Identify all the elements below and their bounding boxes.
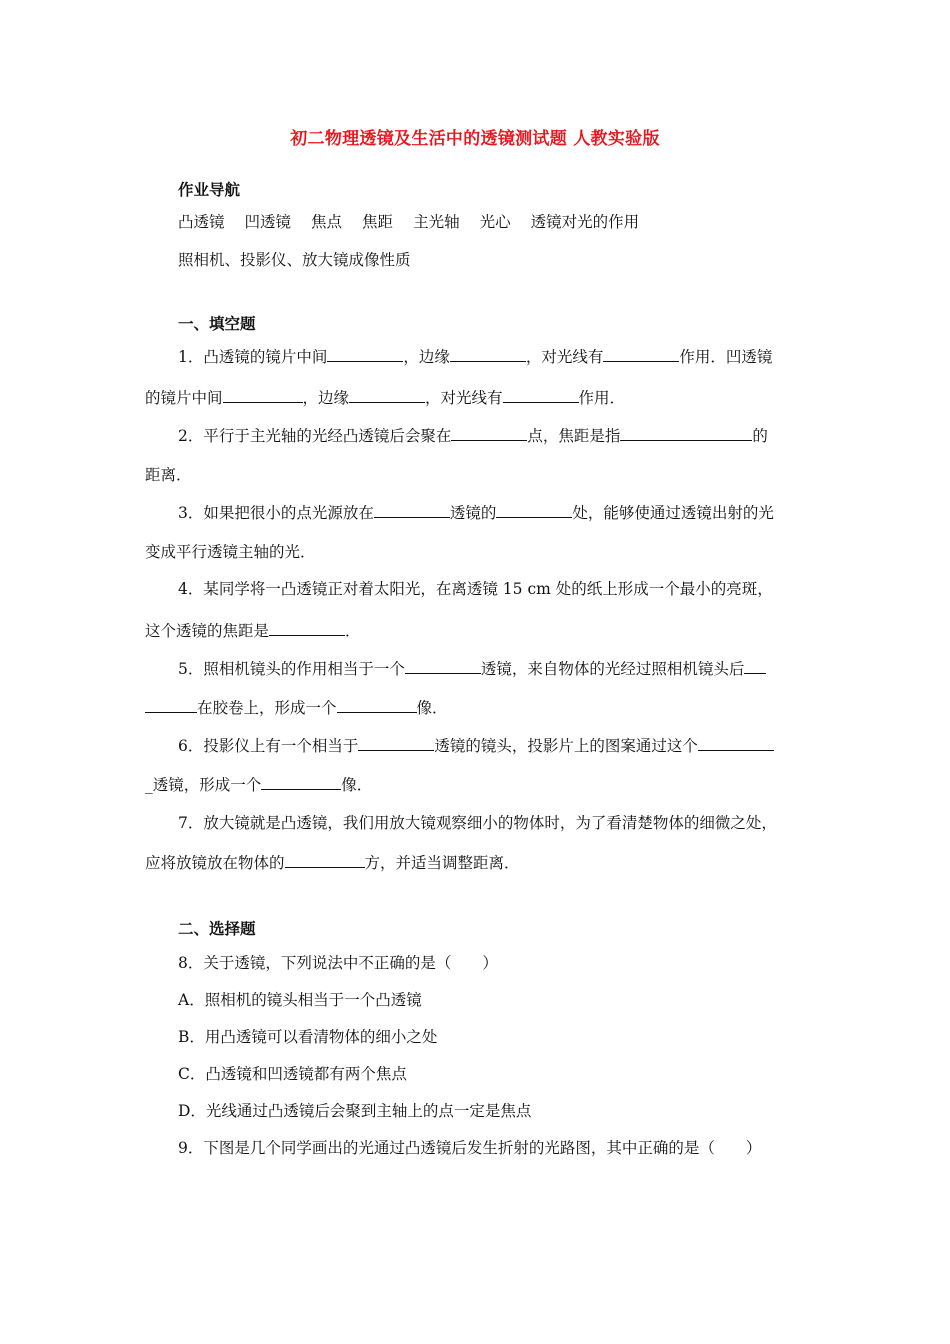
answer-blank (450, 345, 526, 362)
q5-text: 在胶卷上，形成一个 (197, 699, 337, 717)
q2-text: 2．平行于主光轴的光经凸透镜后会聚在 (178, 427, 452, 445)
q1-text: 作用．凹透镜 (679, 348, 773, 366)
q1-line2 (145, 386, 625, 409)
answer-blank (261, 773, 341, 790)
q2-text: 的 (752, 427, 768, 445)
q6-line2 (145, 773, 372, 796)
nav-term: 凹透镜 (244, 213, 292, 231)
answer-blank (349, 386, 425, 403)
q8-option-b: B．用凸透镜可以看清物体的细小之处 (178, 1028, 438, 1046)
answer-blank (503, 386, 579, 403)
answer-blank (698, 734, 774, 751)
q4-line1: 4．某同学将一凸透镜正对着太阳光，在离透镜 15 cm 处的纸上形成一个最小的亮斑， (178, 580, 773, 598)
q1-text: ，边缘 (302, 389, 350, 407)
q3-line1 (178, 501, 774, 524)
nav-term: 主光轴 (413, 213, 460, 231)
answer-blank (145, 696, 197, 713)
q3-line2: 变成平行透镜主轴的光． (145, 543, 316, 561)
q1-text: 1．凸透镜的镜片中间 (178, 348, 328, 366)
nav-term: 凸透镜 (178, 213, 225, 231)
answer-blank (327, 345, 403, 362)
q4-text: ． (345, 622, 361, 640)
q7-line1: 7．放大镜就是凸透镜，我们用放大镜观察细小的物体时，为了看清楚物体的细微之处， (178, 814, 777, 832)
q7-text: 方，并适当调整距离． (364, 854, 520, 872)
answer-blank (223, 386, 303, 403)
nav-line2: 照相机、投影仪、放大镜成像性质 (178, 251, 411, 269)
q1-text: ，对光线有 (425, 389, 503, 407)
answer-blank (337, 696, 417, 713)
nav-terms (178, 211, 659, 233)
q3-text: 透镜的 (449, 504, 497, 522)
q5-text: 透镜，来自物体的光经过照相机镜头后 (480, 660, 745, 678)
q5-line2 (145, 696, 448, 719)
nav-term: 透镜对光的作用 (530, 213, 640, 231)
answer-blank (744, 657, 766, 674)
q6-text: _透镜，形成一个 (145, 776, 262, 794)
answer-blank (358, 734, 434, 751)
q5-text: 像． (416, 699, 448, 717)
document-title: 初二物理透镜及生活中的透镜测试题 人教实验版 (290, 129, 660, 149)
q6-text: 像． (341, 776, 373, 794)
answer-blank (451, 424, 527, 441)
q2-text: 点，焦距是指 (527, 427, 621, 445)
answer-blank (405, 657, 481, 674)
q9-stem: 9．下图是几个同学画出的光通过凸透镜后发生折射的光路图，其中正确的是（ ） (178, 1139, 762, 1157)
answer-blank (496, 501, 572, 518)
q1-text: 作用． (578, 389, 626, 407)
q6-text: 6．投影仪上有一个相当于 (178, 737, 359, 755)
answer-blank (603, 345, 679, 362)
q1-text: 的镜片中间 (145, 389, 223, 407)
q4-text: 这个透镜的焦距是 (145, 622, 270, 640)
answer-blank (374, 501, 450, 518)
q3-text: 处，能够使通过透镜出射的光 (572, 504, 774, 522)
answer-blank (285, 851, 365, 868)
q4-line2 (145, 619, 361, 642)
q2-line1 (178, 424, 768, 447)
q3-text: 3．如果把很小的点光源放在 (178, 504, 374, 522)
nav-term: 光心 (479, 213, 511, 231)
q7-line2 (145, 851, 520, 874)
nav-term: 焦距 (362, 213, 394, 231)
q6-text: 透镜的镜头，投影片上的图案通过这个 (434, 737, 698, 755)
q8-option-a: A．照相机的镜头相当于一个凸透镜 (178, 991, 422, 1009)
q1-text: ，对光线有 (525, 348, 604, 366)
q2-line2: 距离． (145, 466, 192, 484)
answer-blank (269, 619, 345, 636)
q6-line1 (178, 734, 774, 757)
nav-heading: 作业导航 (178, 181, 241, 199)
q8-stem: 8．关于透镜，下列说法中不正确的是（ ） (178, 954, 498, 972)
answer-blank (620, 424, 752, 441)
q5-line1 (178, 657, 766, 680)
q5-text: 5．照相机镜头的作用相当于一个 (178, 660, 405, 678)
section1-heading: 一、填空题 (178, 315, 256, 333)
q1-line1 (178, 345, 772, 368)
q1-text: ，边缘 (403, 348, 450, 366)
q8-option-d: D．光线通过凸透镜后会聚到主轴上的点一定是焦点 (178, 1102, 532, 1120)
q7-text: 应将放镜放在物体的 (145, 854, 285, 872)
section2-heading: 二、选择题 (178, 920, 256, 938)
nav-term: 焦点 (311, 213, 343, 231)
q8-option-c: C．凸透镜和凹透镜都有两个焦点 (178, 1065, 407, 1083)
